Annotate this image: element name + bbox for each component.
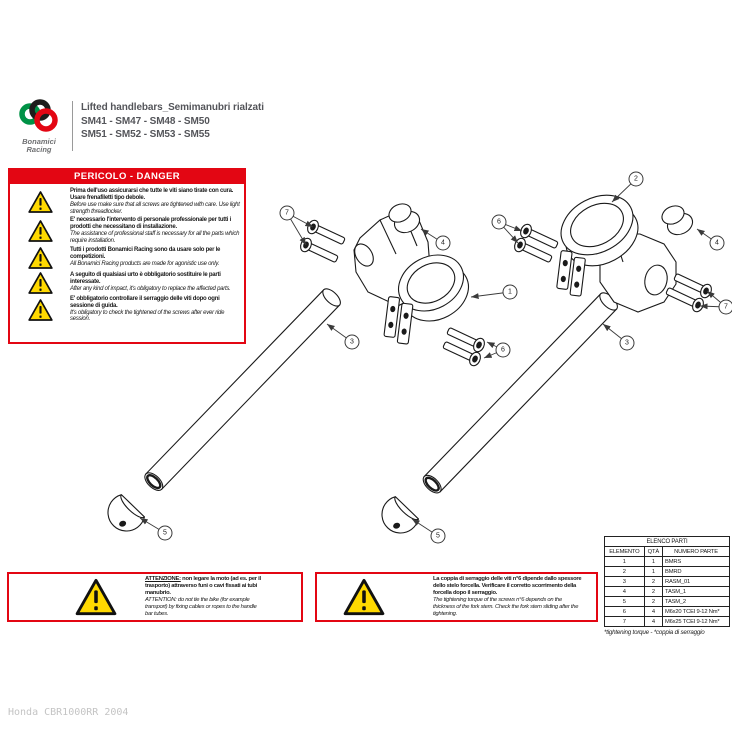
clamp-right	[551, 183, 676, 312]
torque-text-it: La coppia di serraggio delle viti n°6 dipende dallo spessore dello stelo forcella. Verificare il corretto scorrimento della forcella dopo il serraggio.	[433, 576, 582, 597]
danger-text-en: The assistance of professional staff is necessary for all the parts which require installation.	[70, 230, 240, 244]
table-row	[605, 577, 730, 587]
cell-elemento: 2	[605, 567, 645, 577]
callout-4-right: 4	[710, 236, 725, 251]
parts-table	[604, 536, 730, 627]
cell-part: BMRS	[663, 557, 730, 567]
clamp-left	[351, 210, 478, 344]
danger-item	[10, 188, 240, 216]
danger-box-title: PERICOLO - DANGER	[10, 170, 244, 184]
col-numero-parte: NUMERO PARTE	[663, 547, 730, 557]
parts-list	[604, 536, 730, 636]
title-product: Lifted handlebars_Semimanubri rialzati	[81, 102, 264, 113]
danger-item	[10, 217, 240, 245]
parts-table-title-row	[605, 537, 730, 547]
table-row	[605, 617, 730, 627]
bar-end-right	[374, 495, 420, 541]
cell-elemento: 1	[605, 557, 645, 567]
cell-qta: 2	[644, 577, 662, 587]
danger-box	[8, 168, 246, 344]
brand-name-line2: Racing	[26, 145, 52, 154]
callout-2: 2	[629, 172, 644, 187]
model-label: Honda CBR1000RR 2004	[8, 707, 129, 718]
warning-triangle-icon	[73, 577, 119, 617]
brand-name-line1: Bonamici	[22, 137, 56, 146]
table-row	[605, 557, 730, 567]
cell-part: M6x20 TCEI 9-12 Nm*	[663, 607, 730, 617]
callout-3-right: 3	[620, 336, 635, 351]
bar-end-left	[100, 493, 146, 539]
callout-4-left: 4	[436, 236, 451, 251]
warning-triangle-icon	[341, 577, 387, 617]
danger-item	[10, 296, 240, 324]
cell-qta: 2	[644, 597, 662, 607]
danger-text-en: After any kind of impact, it's obligatory to replace the affected parts.	[70, 286, 231, 293]
parts-table-title: ELENCO PARTI	[605, 537, 730, 547]
callout-1: 1	[503, 285, 518, 300]
cell-part: BMRD	[663, 567, 730, 577]
cell-part: RASM_01	[663, 577, 730, 587]
danger-item	[10, 271, 240, 295]
danger-text-it: E' necessario l'intervento di personale professionale per tutti i prodotti che necessitano di installazione.	[70, 216, 231, 230]
danger-text-it: Tutti i prodotti Bonamici Racing sono da usare solo per le competizioni.	[70, 247, 221, 261]
danger-text-it: E' obbligatorio controllare il serraggio delle viti dopo ogni sessione di guida.	[70, 295, 220, 309]
tube-right	[420, 290, 620, 496]
table-row	[605, 587, 730, 597]
title-models-1: SM41 - SM47 - SM48 - SM50	[81, 115, 210, 127]
brand-logo	[10, 96, 68, 154]
danger-text-en: It's obligatory to check the tightened of the screws after ever ride session.	[70, 309, 225, 323]
danger-items	[10, 184, 244, 323]
attention-box	[7, 572, 303, 622]
danger-text-it: A seguito di qualsiasi urto è obbligatorio sostituire le parti interessate.	[70, 272, 221, 286]
page-title	[81, 101, 264, 142]
header-divider	[72, 101, 73, 151]
cell-part: M6x25 TCEI 9-12 Nm*	[663, 617, 730, 627]
parts-table-footnote: *tightening torque - *coppia di serraggio	[604, 629, 705, 636]
danger-text-en: All Bonamici Racing products are made for agonistic use only.	[70, 261, 220, 268]
warning-triangle-icon	[27, 219, 54, 243]
danger-item	[10, 246, 240, 270]
callout-7-left: 7	[280, 206, 295, 221]
cell-elemento: 3	[605, 577, 645, 587]
warning-triangle-icon	[27, 246, 54, 270]
cell-part: TASM_2	[663, 597, 730, 607]
attention-text-it: ATTENZIONE: non legare la moto (ad es. per il trasporto) attraverso funi o cavi fissati ai tubi manubrio.	[145, 576, 261, 597]
table-row	[605, 597, 730, 607]
table-row	[605, 567, 730, 577]
cell-qta: 1	[644, 557, 662, 567]
torque-warning-box	[315, 572, 598, 622]
col-qta: QTÀ	[644, 547, 662, 557]
callout-6-left: 6	[496, 343, 511, 358]
title-models-2: SM51 - SM52 - SM53 - SM55	[81, 129, 210, 140]
cell-elemento: 4	[605, 587, 645, 597]
cell-qta: 1	[644, 567, 662, 577]
cell-elemento: 7	[605, 617, 645, 627]
cell-qta: 4	[644, 607, 662, 617]
attention-label: ATTENZIONE:	[145, 576, 181, 583]
callout-6-right: 6	[492, 215, 507, 230]
cell-elemento: 6	[605, 607, 645, 617]
callout-5-left: 5	[158, 526, 173, 541]
warning-triangle-icon	[27, 190, 54, 214]
col-elemento: ELEMENTO	[605, 547, 645, 557]
table-row	[605, 607, 730, 617]
warning-triangle-icon	[27, 298, 54, 322]
cell-elemento: 5	[605, 597, 645, 607]
danger-text-en: Before use make sure that all screws are tightened with care. Use light strength threadlocker.	[70, 201, 240, 215]
danger-text-it: Prima dell'uso assicurarsi che tutte le viti siano tirate con cura. Usare frenafiletti tipo debole.	[70, 188, 234, 201]
torque-text-en: The tightening torque of the screws n°6 depends on the thickness of the fork stem. Check the fork stem sliding after the tightening.	[433, 597, 579, 617]
bonamici-knot-icon	[10, 96, 66, 138]
cell-part: TASM_1	[663, 587, 730, 597]
callout-7-right: 7	[719, 300, 732, 315]
warning-triangle-icon	[27, 271, 54, 295]
callout-5-right: 5	[431, 529, 446, 544]
cell-qta: 2	[644, 587, 662, 597]
attention-text-en: ATTENTION: do not tie the bike (for example transport) by fixing cables or ropes to the handle bar tubes.	[145, 597, 257, 617]
parts-table-header-row	[605, 547, 730, 557]
cap-right	[659, 202, 696, 238]
cell-qta: 4	[644, 617, 662, 627]
callout-3-left: 3	[345, 335, 360, 350]
